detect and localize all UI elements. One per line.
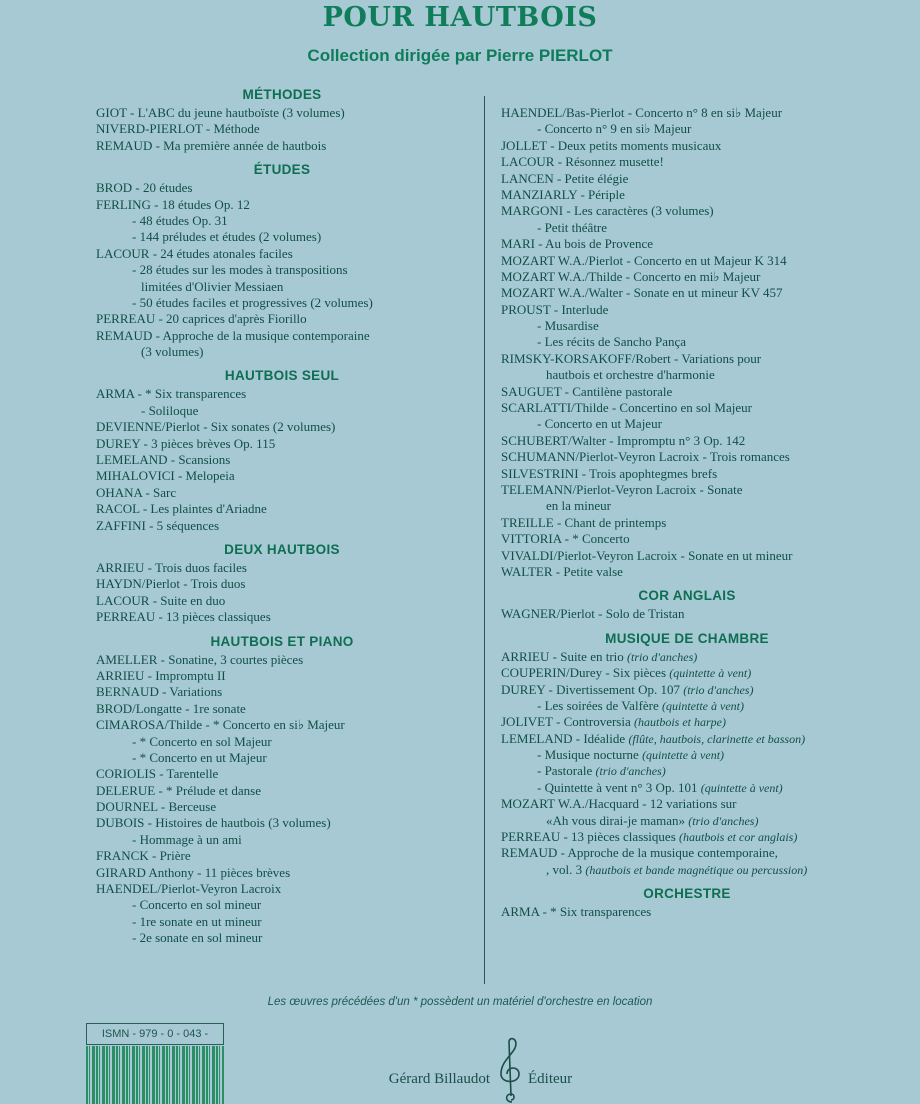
entry-text: CIMAROSA/Thilde - * Concerto en si♭ Majeur — [96, 717, 345, 733]
section-heading: MÉTHODES — [242, 87, 322, 102]
entry-text: LEMELAND - Idéalide — [501, 730, 626, 746]
entry-text: ARRIEU - Impromptu II — [96, 667, 226, 683]
catalog-entry — [96, 229, 468, 245]
catalog-entry — [501, 862, 873, 878]
entry-text: MIHALOVICI - Melopeia — [96, 468, 235, 484]
catalog-entry — [96, 311, 468, 327]
catalog-entry — [96, 783, 468, 799]
catalog-entry — [501, 171, 873, 187]
catalog-entry — [501, 400, 873, 416]
entry-text: hautbois et orchestre d'harmonie — [546, 367, 715, 383]
entry-text: FRANCK - Prière — [96, 848, 191, 864]
entry-text: ARMA - * Six transparences — [501, 904, 652, 920]
entry-text: MARI - Au bois de Provence — [501, 236, 654, 252]
entry-text: COUPERIN/Durey - Six pièces — [501, 665, 667, 681]
instrumentation-note: (trio d'anches) — [683, 682, 754, 697]
entry-text: SILVESTRINI - Trois apophtegmes brefs — [501, 465, 718, 481]
catalog-entry — [501, 318, 873, 334]
instrumentation-note: (quintette à vent) — [700, 780, 783, 795]
catalog-entry — [501, 796, 873, 812]
instrumentation-note: (hautbois et bande magnétique ou percussion) — [585, 862, 808, 877]
entry-text: HAENDEL/Pierlot-Veyron Lacroix — [96, 881, 282, 897]
catalog-entry — [501, 236, 873, 252]
entry-text: JOLIVET - Controversia — [501, 714, 631, 730]
right-column — [501, 105, 873, 921]
catalog-entry — [501, 904, 873, 920]
catalog-entry — [501, 416, 873, 432]
entry-text: - 50 études faciles et progressives (2 volumes) — [132, 294, 373, 310]
entry-text: - Musardise — [537, 318, 599, 334]
catalog-entry — [501, 845, 873, 861]
catalog-entry — [96, 121, 468, 137]
entry-text: - Musique nocturne — [537, 747, 639, 763]
catalog-entry — [501, 780, 873, 796]
catalog-entry — [96, 930, 468, 946]
catalog-entry — [501, 515, 873, 531]
catalog-entry — [501, 105, 873, 121]
catalog-entry — [96, 701, 468, 717]
catalog-entry — [501, 138, 873, 154]
entry-text: - 1re sonate en ut mineur — [132, 913, 262, 929]
entry-text: BROD/Longatte - 1re sonate — [96, 700, 246, 716]
publisher-name: Gérard Billaudot — [388, 1071, 490, 1087]
entry-text: MANZIARLY - Périple — [501, 186, 625, 202]
entry-text: ARMA - * Six transparences — [96, 386, 247, 402]
instrumentation-note: (quintette à vent) — [669, 666, 752, 681]
catalog-entry — [96, 344, 468, 360]
catalog-entry — [501, 449, 873, 465]
entry-text: - * Concerto en ut Majeur — [132, 749, 267, 765]
catalog-entry — [501, 367, 873, 383]
catalog-entry — [501, 466, 873, 482]
catalog-entry — [501, 829, 873, 845]
entry-text: REMAUD - Approche de la musique contemporaine — [96, 327, 370, 343]
footnote: Les œuvres précédées d'un * possèdent un matériel d'orchestre en location — [267, 996, 653, 1008]
entry-text: - Pastorale — [537, 763, 593, 779]
catalog-entry — [501, 334, 873, 350]
entry-text: HAENDEL/Bas-Pierlot - Concerto n° 8 en si♭ Majeur — [501, 105, 783, 120]
entry-text: MOZART W.A./Hacquard - 12 variations sur — [501, 796, 737, 812]
catalog-entry — [501, 531, 873, 547]
entry-text: LANCEN - Petite élégie — [501, 170, 629, 186]
column-divider — [484, 96, 485, 984]
catalog-entry — [96, 386, 468, 402]
entry-text: PERREAU - 13 pièces classiques — [96, 609, 271, 625]
catalog-entry — [501, 606, 873, 622]
catalog-entry — [96, 328, 468, 344]
catalog-entry — [501, 269, 873, 285]
catalog-entry — [96, 576, 468, 592]
section-heading: ORCHESTRE — [643, 886, 731, 902]
barcode — [86, 1046, 224, 1104]
catalog-entry — [501, 665, 873, 681]
entry-text: , vol. 3 — [546, 861, 583, 877]
entry-text: - Soliloque — [141, 402, 199, 418]
catalog-entry — [96, 197, 468, 213]
entry-text: GIOT - L'ABC du jeune hautboïste (3 volumes) — [96, 105, 345, 120]
entry-text: DEVIENNE/Pierlot - Six sonates (2 volumes) — [96, 419, 336, 435]
entry-text: NIVERD-PIERLOT - Méthode — [96, 121, 260, 137]
entry-text: LACOUR - 24 études atonales faciles — [96, 245, 293, 261]
catalog-entry — [96, 436, 468, 452]
entry-text: MARGONI - Les caractères (3 volumes) — [501, 203, 714, 219]
entry-text: - Concerto en ut Majeur — [537, 416, 662, 432]
entry-text: REMAUD - Ma première année de hautbois — [96, 137, 327, 153]
catalog-entry — [501, 747, 873, 763]
entry-text: DUREY - 3 pièces brèves Op. 115 — [96, 435, 276, 451]
catalog-entry — [96, 865, 468, 881]
catalog-entry — [501, 498, 873, 514]
catalog-entry — [96, 279, 468, 295]
catalog-entry — [96, 518, 468, 534]
entry-text: - Les récits de Sancho Pança — [537, 334, 687, 350]
catalog-entry — [501, 682, 873, 698]
publisher-label: Éditeur — [528, 1071, 573, 1087]
catalog-entry — [96, 668, 468, 684]
catalog-entry — [501, 220, 873, 236]
section-heading: MUSIQUE DE CHAMBRE — [605, 630, 769, 646]
entry-text: - Les soirées de Valfère — [537, 697, 659, 713]
instrumentation-note: (trio d'anches) — [688, 813, 759, 828]
entry-text: TELEMANN/Pierlot-Veyron Lacroix - Sonate — [501, 481, 743, 497]
catalog-entry — [96, 848, 468, 864]
page-subtitle: Collection dirigée par Pierre PIERLOT — [307, 46, 613, 65]
catalog-entry — [96, 105, 468, 121]
entry-text: CORIOLIS - Tarentelle — [96, 766, 219, 782]
catalog-entry — [501, 285, 873, 301]
entry-text: - Concerto n° 9 en si♭ Majeur — [537, 121, 692, 137]
entry-text: - Concerto en sol mineur — [132, 897, 262, 913]
instrumentation-note: (quintette à vent) — [642, 748, 725, 763]
catalog-entry — [96, 815, 468, 831]
entry-text: OHANA - Sarc — [96, 484, 177, 500]
catalog-entry — [96, 138, 468, 154]
treble-clef-icon — [497, 1036, 523, 1104]
entry-text: - Hommage à un ami — [132, 831, 242, 847]
entry-text: VITTORIA - * Concerto — [501, 531, 630, 547]
catalog-entry — [501, 698, 873, 714]
catalog-entry — [501, 203, 873, 219]
entry-text: GIRARD Anthony - 11 pièces brèves — [96, 864, 291, 880]
catalog-entry — [96, 452, 468, 468]
instrumentation-note: (quintette à vent) — [662, 698, 744, 713]
entry-text: - 28 études sur les modes à transpositions — [132, 262, 348, 278]
catalog-entry — [501, 384, 873, 400]
entry-text: «Ah vous dirai-je maman» — [546, 812, 685, 828]
entry-text: en la mineur — [546, 498, 611, 514]
catalog-entry — [96, 180, 468, 196]
entry-text: ZAFFINI - 5 séquences — [96, 517, 220, 533]
entry-text: RACOL - Les plaintes d'Ariadne — [96, 501, 267, 517]
entry-text: PERREAU - 20 caprices d'après Fiorillo — [96, 311, 307, 327]
entry-text: - * Concerto en sol Majeur — [132, 733, 272, 749]
instrumentation-note: (trio d'anches) — [627, 649, 698, 664]
entry-text: SAUGUET - Cantilène pastorale — [501, 383, 673, 399]
catalog-entry — [501, 714, 873, 730]
entry-text: (3 volumes) — [141, 344, 204, 360]
catalog-entry — [96, 652, 468, 668]
entry-text: VIVALDI/Pierlot-Veyron Lacroix - Sonate en ut mineur — [501, 547, 793, 563]
entry-text: RIMSKY-KORSAKOFF/Robert - Variations pour — [501, 350, 762, 366]
entry-text: HAYDN/Pierlot - Trois duos — [96, 576, 246, 592]
entry-text: - Petit théâtre — [537, 219, 608, 235]
entry-text: TREILLE - Chant de printemps — [501, 514, 667, 530]
entry-text: BERNAUD - Variations — [96, 684, 223, 700]
instrumentation-note: (trio d'anches) — [595, 764, 666, 779]
entry-text: PERREAU - 13 pièces classiques — [501, 829, 676, 845]
catalog-entry — [96, 560, 468, 576]
entry-text: MOZART W.A./Walter - Sonate en ut mineur KV 457 — [501, 285, 783, 301]
instrumentation-note: (hautbois et cor anglais) — [679, 830, 798, 845]
entry-text: FERLING - 18 études Op. 12 — [96, 196, 250, 212]
entry-text: JOLLET - Deux petits moments musicaux — [501, 137, 722, 153]
entry-text: MOZART W.A./Thilde - Concerto en mi♭ Majeur — [501, 268, 761, 284]
catalog-entry — [501, 763, 873, 779]
catalog-entry — [96, 403, 468, 419]
entry-text: - 144 préludes et études (2 volumes) — [132, 229, 322, 245]
catalog-entry — [96, 468, 468, 484]
catalog-entry — [96, 750, 468, 766]
catalog-entry — [501, 482, 873, 498]
entry-text: - Quintette à vent n° 3 Op. 101 — [537, 779, 698, 795]
catalog-entry — [96, 717, 468, 733]
entry-text: LEMELAND - Scansions — [96, 452, 231, 468]
catalog-entry — [501, 121, 873, 137]
catalog-entry — [501, 548, 873, 564]
entry-text: ARRIEU - Suite en trio — [501, 648, 624, 664]
entry-text: SCHUBERT/Walter - Impromptu n° 3 Op. 142 — [501, 432, 746, 448]
entry-text: SCHUMANN/Pierlot-Veyron Lacroix - Trois romances — [501, 449, 790, 465]
catalog-entry — [501, 564, 873, 580]
catalog-entry — [501, 649, 873, 665]
catalog-entry — [96, 897, 468, 913]
entry-text: MOZART W.A./Pierlot - Concerto en ut Majeur K 314 — [501, 252, 787, 268]
catalog-entry — [96, 501, 468, 517]
catalog-entry — [96, 295, 468, 311]
entry-text: - 2e sonate en sol mineur — [132, 930, 263, 946]
entry-text: DUBOIS - Histoires de hautbois (3 volumes) — [96, 815, 331, 831]
entry-text: WAGNER/Pierlot - Solo de Tristan — [501, 606, 685, 622]
catalog-entry — [96, 799, 468, 815]
ismn-code: ISMN - 979 - 0 - 043 - — [86, 1023, 224, 1045]
instrumentation-note: (flûte, hautbois, clarinette et basson) — [628, 731, 806, 746]
catalog-entry — [96, 213, 468, 229]
catalog-entry — [96, 262, 468, 278]
catalog-entry — [96, 593, 468, 609]
entry-text: WALTER - Petite valse — [501, 563, 623, 579]
catalog-entry — [501, 187, 873, 203]
instrumentation-note: (hautbois et harpe) — [633, 715, 726, 730]
catalog-entry — [501, 813, 873, 829]
entry-text: LACOUR - Résonnez musette! — [501, 154, 664, 170]
entry-text: limitées d'Olivier Messiaen — [141, 278, 284, 294]
catalog-entry — [96, 914, 468, 930]
catalog-entry — [501, 154, 873, 170]
catalog-entry — [96, 766, 468, 782]
section-heading: ÉTUDES — [253, 162, 311, 178]
catalog-entry — [96, 881, 468, 897]
section-heading: COR ANGLAIS — [638, 588, 736, 604]
section-heading: HAUTBOIS ET PIANO — [210, 633, 354, 649]
catalog-entry — [96, 734, 468, 750]
section-heading: DEUX HAUTBOIS — [224, 541, 340, 557]
entry-text: AMELLER - Sonatine, 3 courtes pièces — [96, 651, 304, 667]
catalog-entry — [96, 832, 468, 848]
catalog-entry — [96, 485, 468, 501]
left-column — [96, 88, 468, 947]
catalog-entry — [501, 433, 873, 449]
catalog-entry — [96, 419, 468, 435]
catalog-entry — [96, 246, 468, 262]
entry-text: - 48 études Op. 31 — [132, 212, 228, 228]
page-title: POUR HAUTBOIS — [322, 2, 598, 33]
entry-text: DELERUE - * Prélude et danse — [96, 782, 261, 798]
entry-text: PROUST - Interlude — [501, 301, 609, 317]
entry-text: SCARLATTI/Thilde - Concertino en sol Majeur — [501, 400, 752, 416]
entry-text: BROD - 20 études — [96, 180, 193, 196]
entry-text: LACOUR - Suite en duo — [96, 592, 226, 608]
catalog-entry — [501, 351, 873, 367]
catalog-entry — [501, 253, 873, 269]
entry-text: DOURNEL - Berceuse — [96, 799, 217, 815]
catalog-entry — [501, 302, 873, 318]
catalog-entry — [96, 684, 468, 700]
catalog-entry — [501, 731, 873, 747]
catalog-entry — [96, 609, 468, 625]
section-heading: HAUTBOIS SEUL — [224, 368, 340, 384]
entry-text: DUREY - Divertissement Op. 107 — [501, 681, 680, 697]
entry-text: REMAUD - Approche de la musique contemporaine, — [501, 845, 778, 861]
entry-text: ARRIEU - Trois duos faciles — [96, 559, 247, 575]
